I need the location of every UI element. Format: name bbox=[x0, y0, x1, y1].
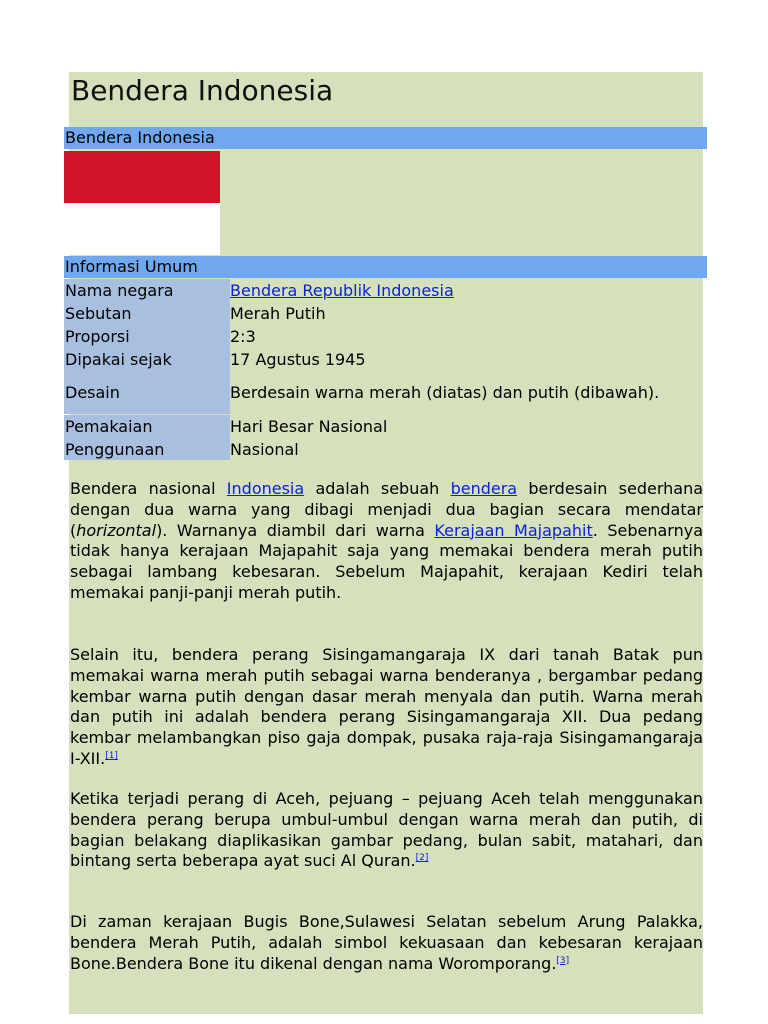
flag-header: Bendera Indonesia bbox=[64, 127, 707, 149]
info-header: Informasi Umum bbox=[64, 256, 707, 278]
info-row-dipakai-sejak bbox=[64, 348, 707, 371]
info-value: Hari Besar Nasional bbox=[230, 417, 388, 436]
paragraph-text: Bendera nasional bbox=[70, 479, 227, 498]
info-label: Desain bbox=[64, 371, 230, 414]
info-label: Nama negara bbox=[64, 279, 230, 302]
info-row-desain bbox=[64, 371, 707, 414]
info-row-sebutan bbox=[64, 302, 707, 325]
paragraph-text: adalah sebuah bbox=[304, 479, 451, 498]
flag-red-stripe bbox=[64, 151, 220, 203]
info-value: 2:3 bbox=[230, 327, 256, 346]
flag-white-stripe bbox=[64, 203, 220, 255]
design-description: Berdesain warna merah (diatas) dan putih (dibawah). bbox=[230, 383, 660, 402]
reference-link[interactable]: [2] bbox=[415, 853, 429, 864]
info-label: Penggunaan bbox=[64, 438, 230, 460]
page-title: Bendera Indonesia bbox=[71, 74, 334, 107]
info-row-pemakaian bbox=[64, 415, 707, 438]
info-value bbox=[230, 371, 705, 414]
paragraph-text: Di zaman kerajaan Bugis Bone,Sulawesi Selatan sebelum Arung Palakka, bendera Merah Putih, adalah simbol kekuasaan dan kebesaran kerajaan Bone.Bendera Bone itu dikenal dengan nama Woromporang. bbox=[70, 912, 703, 973]
paragraph-1 bbox=[70, 479, 703, 604]
info-label: Sebutan bbox=[64, 302, 230, 325]
link-bendera[interactable]: bendera bbox=[450, 479, 518, 498]
paragraph-text: Selain itu, bendera perang Sisingamangaraja IX dari tanah Batak pun memakai warna merah putih sebagai warna benderanya , bergambar pedang kembar warna putih dengan dasar merah menyala dan putih. Warna merah dan putih ini adalah bendera perang Sisingamangaraja XII. Dua pedang kembar melambangkan piso gaja dompak, pusaka raja-raja Sisingamangaraja I-XII. bbox=[70, 645, 703, 768]
info-label: Dipakai sejak bbox=[64, 348, 230, 371]
paragraph-3 bbox=[70, 789, 703, 872]
reference-link[interactable]: [3] bbox=[556, 955, 570, 966]
info-value: Merah Putih bbox=[230, 304, 326, 323]
italic-term: horizontal bbox=[76, 520, 157, 540]
paragraph-text: . Sebenarnya tidak hanya kerajaan Majapahit saja yang memakai bendera merah putih sebagai lambang kebesaran. Sebelum Majapahit, kerajaan Kediri telah memakai panji-panji merah putih. bbox=[70, 520, 704, 602]
info-label: Pemakaian bbox=[64, 415, 230, 438]
link-indonesia[interactable]: Indonesia bbox=[226, 479, 305, 498]
info-value: 17 Agustus 1945 bbox=[230, 350, 366, 369]
paragraph-text: berdesain sederhana dengan dua warna yang dibagi menjadi dua bagian secara mendatar ( bbox=[70, 479, 704, 540]
reference-link[interactable]: [1] bbox=[105, 750, 118, 761]
paragraph-4 bbox=[70, 912, 703, 974]
info-row-penggunaan bbox=[64, 438, 707, 460]
link-kerajaan-majapahit[interactable]: Kerajaan Majapahit bbox=[434, 520, 593, 540]
info-label: Proporsi bbox=[64, 325, 230, 348]
info-value bbox=[230, 279, 705, 302]
info-row-proporsi bbox=[64, 325, 707, 348]
paragraph-text: ). Warnanya diambil dari warna bbox=[156, 520, 435, 540]
link-bendera-republik-indonesia[interactable]: Bendera Republik Indonesia bbox=[230, 281, 454, 300]
info-row-nama-negara bbox=[64, 279, 707, 302]
info-value: Nasional bbox=[230, 439, 299, 459]
paragraph-2 bbox=[70, 645, 703, 770]
paragraph-text: Ketika terjadi perang di Aceh, pejuang – pejuang Aceh telah menggunakan bendera perang berupa umbul-umbul dengan warna merah dan putih, di bagian belakang diaplikasikan gambar pedang, bulan sabit, matahari, dan bintang serta beberapa ayat suci Al Quran. bbox=[70, 789, 703, 871]
